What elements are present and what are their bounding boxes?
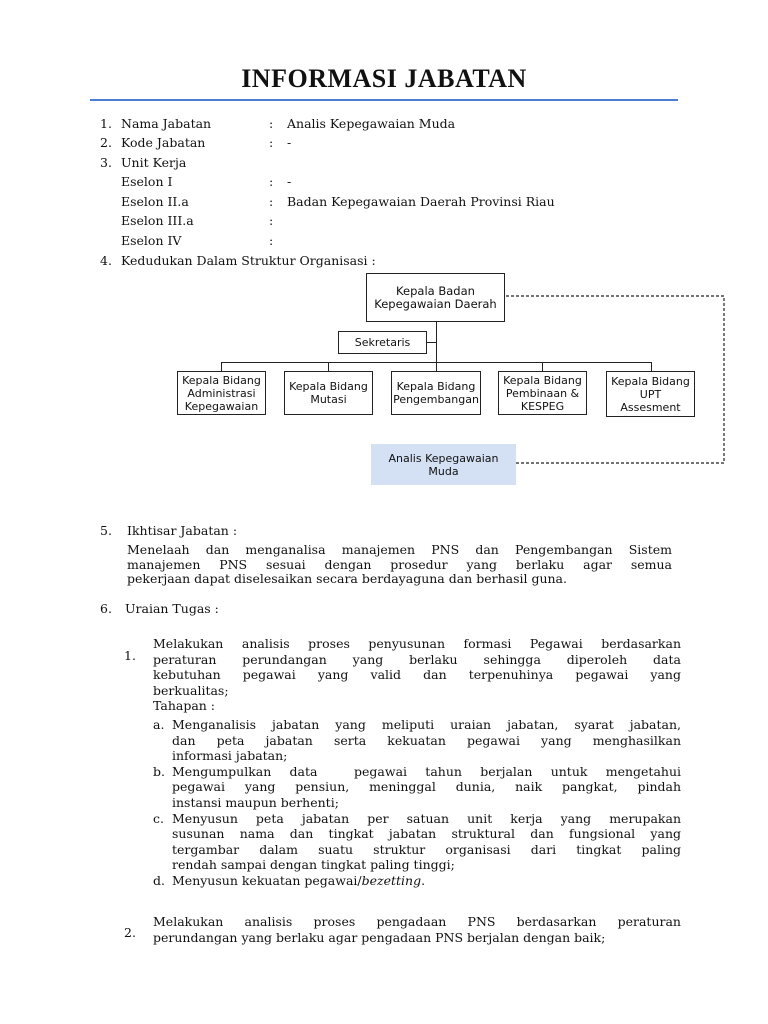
line-suffix: . bbox=[421, 872, 426, 888]
org-division-line: Kepala Bidang bbox=[182, 373, 261, 387]
field-num: 2. bbox=[100, 135, 112, 150]
paragraph-line: rendah sampai dengan tingkat paling tinggi; bbox=[172, 857, 455, 873]
field-value: - bbox=[287, 174, 292, 189]
field-colon: : bbox=[269, 135, 274, 150]
org-head-line: Kepegawaian Daerah bbox=[374, 296, 497, 311]
field-num: 1. bbox=[100, 116, 112, 131]
paragraph-line: dan peta jabatan serta kekuatan pegawai yang menghasilkan bbox=[172, 732, 681, 748]
paragraph-line: Mengumpulkan data pegawai tahun berjalan untuk mengetahui bbox=[172, 763, 681, 779]
org-division-line: Mutasi bbox=[310, 393, 347, 406]
paragraph-line: Menyusun peta jabatan per satuan unit kerja yang merupakan bbox=[172, 810, 681, 826]
step-letter: d. bbox=[153, 872, 165, 888]
task-description bbox=[153, 914, 681, 946]
org-division-line: Kepala Bidang bbox=[503, 373, 582, 387]
step-item bbox=[153, 764, 681, 811]
org-connector bbox=[427, 342, 436, 343]
org-division-line: Kepala Bidang bbox=[289, 380, 368, 393]
field-colon: : bbox=[269, 194, 274, 209]
field-colon: : bbox=[269, 213, 274, 228]
field-label: Eselon IV bbox=[121, 233, 182, 248]
field-value: Badan Kepegawaian Daerah Provinsi Riau bbox=[287, 194, 555, 209]
step-letter: a. bbox=[153, 717, 165, 732]
paragraph-line: peraturan perundangan yang berlaku sehingga diperoleh data bbox=[153, 651, 681, 667]
step-letter: c. bbox=[153, 810, 164, 826]
summary-paragraph bbox=[127, 543, 672, 587]
paragraph-line: berkualitas; bbox=[153, 682, 229, 698]
field-label: Eselon I bbox=[121, 174, 173, 189]
paragraph-line: Melakukan analisis proses pengadaan PNS berdasarkan peraturan bbox=[153, 914, 681, 929]
section-number: 5. bbox=[100, 523, 112, 538]
field-num: 3. bbox=[100, 155, 112, 170]
org-connector bbox=[221, 362, 222, 371]
page-title: INFORMASI JABATAN bbox=[241, 64, 527, 93]
org-division-line: KESPEG bbox=[520, 399, 565, 413]
step-item bbox=[153, 717, 681, 764]
org-division-line: Pengembangan bbox=[393, 393, 479, 406]
org-division-line: Kepegawaian bbox=[184, 399, 259, 413]
field-label: Kode Jabatan bbox=[121, 135, 206, 150]
org-secretary-box bbox=[338, 331, 427, 354]
section-heading: Uraian Tugas : bbox=[125, 601, 219, 616]
field-label: Nama Jabatan bbox=[121, 116, 212, 131]
step-letter: b. bbox=[153, 763, 165, 779]
field-colon: : bbox=[269, 233, 274, 248]
org-division-box bbox=[284, 371, 373, 415]
org-position-box bbox=[371, 444, 516, 485]
task-number: 1. bbox=[124, 648, 136, 663]
step-item bbox=[153, 873, 681, 889]
paragraph-line: Menganalisis jabatan yang meliputi uraian jabatan, syarat jabatan, bbox=[172, 717, 681, 732]
field-value: Analis Kepegawaian Muda bbox=[287, 116, 456, 131]
paragraph-line: Menyusun kekuatan pegawai/ bbox=[172, 872, 362, 888]
field-label: Unit Kerja bbox=[121, 155, 187, 170]
title-underline bbox=[90, 99, 678, 101]
org-division-box bbox=[177, 371, 266, 415]
field-label: Kedudukan Dalam Struktur Organisasi : bbox=[121, 253, 376, 268]
paragraph-line: perundangan yang berlaku agar pengadaan PNS berjalan dengan baik; bbox=[153, 930, 606, 945]
field-label: Eselon III.a bbox=[121, 213, 194, 228]
org-division-line: Pembinaan & bbox=[505, 386, 580, 400]
org-division-line: Administrasi bbox=[187, 386, 256, 400]
paragraph-line: manajemen PNS sesuai dengan prosedur yang berlaku agar semua bbox=[127, 556, 672, 572]
paragraph-line: Melakukan analisis proses penyusunan formasi Pegawai berdasarkan bbox=[153, 636, 681, 651]
org-division-line: Assesment bbox=[620, 400, 681, 414]
org-division-line: UPT bbox=[639, 387, 662, 401]
paragraph-line: susunan nama dan tingkat jabatan struktural dan fungsional yang bbox=[172, 826, 681, 842]
org-connector bbox=[328, 362, 329, 371]
paragraph-line: Menelaah dan menganalisa manajemen PNS dan Pengembangan Sistem bbox=[127, 542, 672, 557]
paragraph-line: instansi maupun berhenti; bbox=[172, 794, 339, 810]
org-position-line: Analis Kepegawaian bbox=[388, 451, 499, 465]
field-colon: : bbox=[269, 116, 274, 131]
org-secretary-label: Sekretaris bbox=[354, 336, 411, 349]
section-number: 6. bbox=[100, 601, 112, 616]
org-division-box bbox=[391, 371, 481, 415]
org-head-box bbox=[366, 273, 505, 322]
org-position-line: Muda bbox=[428, 464, 459, 478]
tahapan-label: Tahapan : bbox=[153, 698, 216, 714]
org-connector bbox=[436, 362, 437, 371]
org-head-line: Kepala Badan bbox=[396, 283, 475, 298]
task-number: 2. bbox=[124, 925, 136, 940]
org-division-line: Kepala Bidang bbox=[611, 374, 690, 388]
field-num: 4. bbox=[100, 253, 112, 268]
paragraph-line: informasi jabatan; bbox=[172, 748, 288, 764]
section-heading: Ikhtisar Jabatan : bbox=[127, 523, 238, 538]
task-description bbox=[153, 636, 681, 714]
org-division-line: Kepala Bidang bbox=[396, 380, 476, 393]
field-value: - bbox=[287, 135, 292, 150]
field-label: Eselon II.a bbox=[121, 194, 189, 209]
paragraph-line: tergambar dalam suatu struktur organisasi dari tingkat paling bbox=[172, 841, 681, 857]
org-dashed-connector bbox=[500, 290, 730, 470]
step-item bbox=[153, 811, 681, 873]
italic-term: bezetting bbox=[361, 872, 422, 888]
paragraph-line: pekerjaan dapat diselesaikan secara berdayaguna dan berhasil guna. bbox=[127, 571, 567, 586]
paragraph-line: kebutuhan pegawai yang valid dan terpenuhinya pegawai yang bbox=[153, 667, 681, 683]
paragraph-line: pegawai yang pensiun, meninggal dunia, naik pangkat, pindah bbox=[172, 779, 681, 795]
step-list bbox=[153, 717, 681, 889]
field-colon: : bbox=[269, 174, 274, 189]
org-connector bbox=[436, 322, 437, 362]
